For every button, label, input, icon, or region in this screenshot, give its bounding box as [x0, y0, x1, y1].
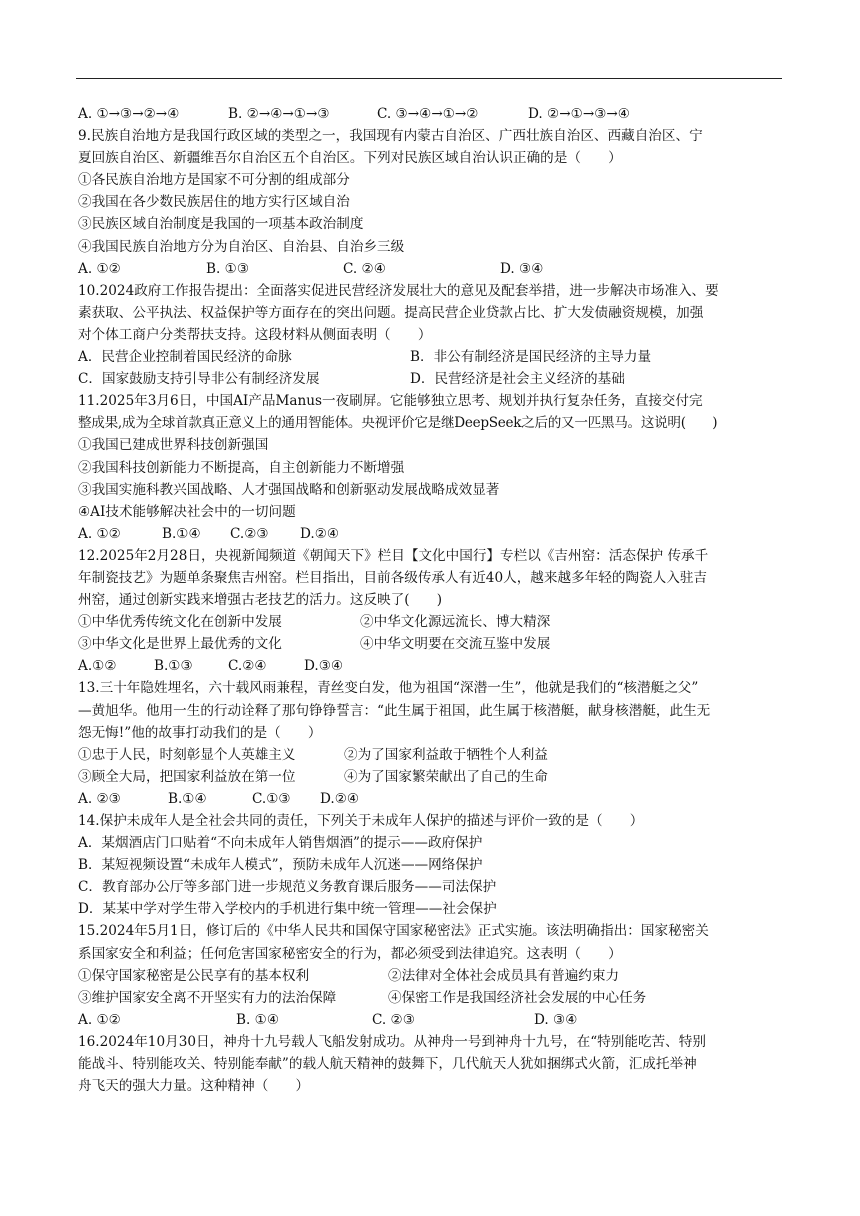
- q13-item: ②为了国家利益敢于牺牲个人利益: [344, 746, 548, 763]
- q14-option-d: D．某某中学对学生带入学校内的手机进行集中统一管理——社会保护: [78, 901, 497, 918]
- q15-stem: 系国家安全和利益；任何危害国家秘密安全的行为，都必须受到法律追究。这表明（ ）: [78, 945, 622, 962]
- q10-stem: 10.2024政府工作报告提出：全面落实促进民营经济发展壮大的意见及配套举措，进一步解决市场准入、要: [78, 282, 719, 299]
- q13-item: ④为了国家繁荣献出了自己的生命: [344, 768, 548, 785]
- q11-option-b: B.①④: [162, 525, 201, 542]
- q9-option-d: D. ③④: [500, 260, 544, 277]
- q15-items-row1: [78, 965, 784, 987]
- q13-stem: —黄旭华。他用一生的行动诠释了那句铮铮誓言：“此生属于祖国，此生属于核潜艇，献身核潜艇，此生无: [78, 702, 711, 719]
- q11-stem: 整成果,成为全球首款真正意义上的通用智能体。央视评价它是继DeepSeek之后的又一匹黑马。这说明( ): [78, 415, 718, 432]
- q10-option-a: A．民营企业控制着国民经济的命脉: [78, 349, 292, 366]
- q13-items-row2: [78, 766, 784, 788]
- q8-option-b: B. ②→④→①→③: [228, 106, 330, 122]
- q15-items-row2: [78, 987, 784, 1009]
- q14-option-c: C．教育部办公厅等多部门进一步规范义务教育课后服务——司法保护: [78, 879, 497, 896]
- q12-option-d: D.③④: [304, 658, 344, 675]
- q9-item: ①各民族自治地方是国家不可分割的组成部分: [78, 172, 350, 189]
- q15-stem: 15.2024年5月1日，修订后的《中华人民共和国保守国家秘密法》正式实施。该法明确指出：国家秘密关: [78, 923, 709, 940]
- q11-option-a: A. ①②: [78, 525, 121, 542]
- q13-options: [78, 788, 784, 810]
- q12-item: ①中华优秀传统文化在创新中发展: [78, 614, 282, 631]
- q8-option-c: C. ③→④→①→②: [377, 106, 479, 122]
- q9-option-b: B. ①③: [206, 260, 250, 277]
- q13-option-d: D.②④: [320, 790, 360, 807]
- q11-item: ②我国科技创新能力不断提高，自主创新能力不断增强: [78, 459, 405, 476]
- q13-option-c: C.①③: [252, 790, 291, 807]
- q15-option-c: C. ②③: [372, 1011, 415, 1028]
- q15-item: ③维护国家安全离不开坚实有力的法治保障: [78, 989, 337, 1006]
- q11-item: ①我国已建成世界科技创新强国: [78, 437, 269, 454]
- q11-option-d: D.②④: [300, 525, 340, 542]
- q15-option-a: A. ①②: [78, 1011, 121, 1028]
- q13-option-a: A. ②③: [78, 790, 121, 807]
- q12-items-row1: [78, 611, 784, 633]
- q8-option-a: A. ①→③→②→④: [78, 106, 180, 122]
- q13-stem: 怨无悔!”他的故事打动我们的是（ ）: [78, 724, 322, 741]
- q10-options-row2: [78, 368, 784, 390]
- q9-option-a: A. ①②: [78, 260, 121, 277]
- q9-item: ②我国在各少数民族居住的地方实行区域自治: [78, 194, 350, 211]
- q10-options-row1: [78, 346, 784, 368]
- q10-stem: 对个体工商户分类帮扶支持。这段材料从侧面表明（ ）: [78, 326, 432, 343]
- q13-option-b: B.①④: [168, 790, 207, 807]
- q12-option-a: A.①②: [78, 658, 117, 675]
- q8-options: [78, 103, 784, 125]
- q15-item: ④保密工作是我国经济社会发展的中心任务: [388, 989, 647, 1006]
- q12-item: ④中华文明要在交流互鉴中发展: [360, 636, 551, 653]
- q13-stem: 13.三十年隐姓埋名，六十载风雨兼程，青丝变白发，他为祖国“深潜一生”，他就是我们的“核潜艇之父”: [78, 680, 699, 697]
- q12-item: ②中华文化源远流长、博大精深: [360, 614, 551, 631]
- q12-stem: 州窑，通过创新实践来增强古老技艺的活力。这反映了( ): [78, 592, 443, 609]
- q16-stem: 能战斗、特别能攻关、特别能奉献”的载人航天精神的鼓舞下，几代航天人犹如捆绑式火箭，汇成托举神: [78, 1056, 697, 1073]
- q12-option-b: B.①③: [154, 658, 193, 675]
- q14-option-b: B．某短视频设置“未成年人模式”，预防未成年人沉迷——网络保护: [78, 857, 483, 874]
- q12-option-c: C.②④: [228, 658, 267, 675]
- q10-option-b: B．非公有制经济是国民经济的主导力量: [410, 349, 652, 366]
- q15-option-d: D. ③④: [534, 1011, 578, 1028]
- q12-item: ③中华文化是世界上最优秀的文化: [78, 636, 282, 653]
- q12-items-row2: [78, 633, 784, 655]
- q13-item: ①忠于人民，时刻彰显个人英雄主义: [78, 746, 296, 763]
- q9-item: ③民族区域自治制度是我国的一项基本政治制度: [78, 216, 364, 233]
- q9-stem: 夏回族自治区、新疆维吾尔自治区五个自治区。下列对民族区域自治认识正确的是（ ）: [78, 150, 622, 167]
- q11-options: [78, 523, 784, 545]
- q15-option-b: B. ①④: [236, 1011, 280, 1028]
- q16-stem: 舟飞天的强大力量。这种精神（ ）: [78, 1078, 310, 1095]
- q15-item: ②法律对全体社会成员具有普遍约束力: [388, 967, 620, 984]
- q11-item: ④AI技术能够解决社会中的一切问题: [78, 503, 296, 520]
- q16-stem: 16.2024年10月30日，神舟十九号载人飞船发射成功。从神舟一号到神舟十九号，在“特别能吃苦、特别: [78, 1033, 706, 1050]
- q10-option-d: D．民营经济是社会主义经济的基础: [410, 371, 625, 388]
- q13-items-row1: [78, 744, 784, 766]
- q8-option-d: D. ②→①→③→④: [528, 106, 630, 122]
- q11-stem: 11.2025年3月6日，中国AI产品Manus一夜刷屏。它能够独立思考、规划并执行复杂任务，直接交付完: [78, 393, 703, 410]
- q9-option-c: C. ②④: [343, 260, 386, 277]
- q10-stem: 素获取、公平执法、权益保护等方面存在的突出问题。提高民营企业贷款占比、扩大发债融资规模，加强: [78, 304, 704, 321]
- q15-item: ①保守国家秘密是公民享有的基本权利: [78, 967, 310, 984]
- q12-stem: 年制瓷技艺》为题单条聚焦吉州窑。栏目指出，目前各级传承人有近40人，越来越多年轻的陶瓷人入驻吉: [78, 569, 708, 586]
- q14-stem: 14.保护未成年人是全社会共同的责任，下列关于未成年人保护的描述与评价一致的是（ ）: [78, 813, 644, 829]
- q15-options: [78, 1009, 784, 1031]
- q13-item: ③顾全大局，把国家利益放在第一位: [78, 768, 296, 785]
- q10-option-c: C．国家鼓励支持引导非公有制经济发展: [78, 371, 320, 388]
- q12-options: [78, 655, 784, 677]
- exam-page: [78, 103, 784, 1097]
- header-rule: [76, 78, 782, 79]
- q9-item: ④我国民族自治地方分为自治区、自治县、自治乡三级: [78, 238, 405, 255]
- q11-item: ③我国实施科教兴国战略、人才强国战略和创新驱动发展战略成效显著: [78, 481, 500, 498]
- q9-options: [78, 258, 784, 280]
- q12-stem: 12.2025年2月28日，央视新闻频道《朝闻天下》栏目【文化中国行】专栏以《吉州窑：活态保护 传承千: [78, 547, 709, 564]
- q9-stem: 9.民族自治地方是我国行政区域的类型之一，我国现有内蒙古自治区、广西壮族自治区、西藏自治区、宁: [78, 128, 703, 145]
- q11-option-c: C.②③: [230, 525, 269, 542]
- q14-option-a: A．某烟酒店门口贴着“不向未成年人销售烟酒”的提示——政府保护: [78, 835, 483, 852]
